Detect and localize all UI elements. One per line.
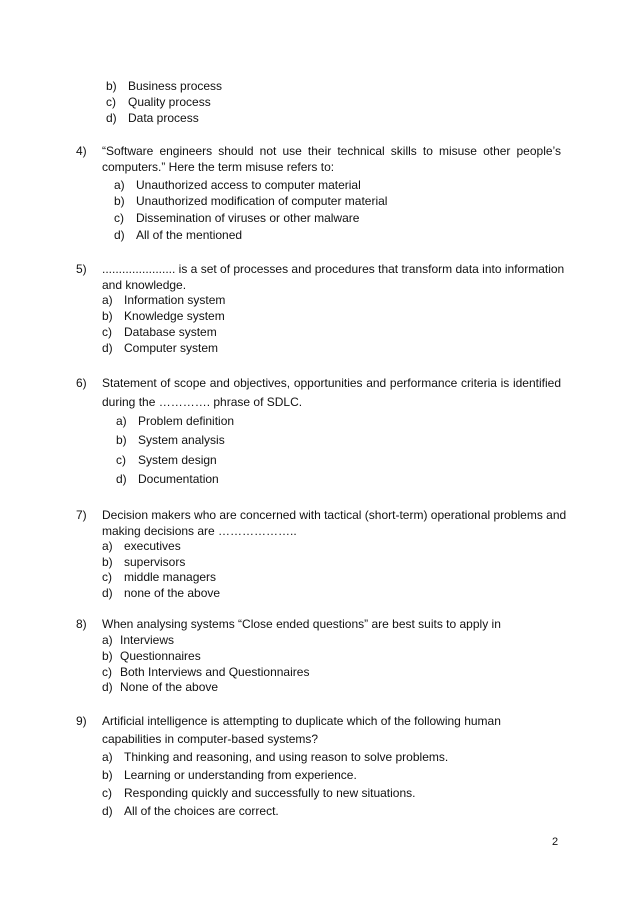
question-text: Decision makers who are concerned with tactical (short-term) operational problems and [102, 508, 567, 522]
option-text: Unauthorized modification of computer material [136, 194, 388, 208]
option-text: executives [124, 539, 181, 553]
list-item [102, 539, 181, 553]
list-item [114, 194, 387, 208]
option-text: Thinking and reasoning, and using reason to solve problems. [124, 750, 449, 764]
list-item [102, 750, 448, 764]
question-text: making decisions are ……………….. [102, 524, 297, 538]
option-letter: c) [102, 325, 112, 339]
option-letter: a) [102, 539, 113, 553]
list-item [102, 570, 216, 584]
list-item [116, 453, 217, 467]
list-item [116, 414, 234, 428]
option-letter: d) [116, 472, 127, 486]
option-letter: b) [102, 555, 113, 569]
option-text: Learning or understanding from experience. [124, 768, 357, 782]
question-text: Artificial intelligence is attempting to duplicate which of the following human [102, 714, 501, 728]
option-letter: c) [102, 665, 112, 679]
option-text: Questionnaires [120, 649, 201, 663]
list-item [102, 768, 357, 782]
list-item [102, 309, 225, 323]
option-text: Problem definition [138, 414, 235, 428]
question-text: capabilities in computer-based systems? [102, 732, 319, 746]
option-text: Both Interviews and Questionnaires [120, 665, 310, 679]
option-letter: b) [106, 79, 117, 93]
list-item [102, 786, 416, 800]
list-item [106, 95, 211, 109]
question-number: 8) [76, 617, 87, 631]
question-number: 6) [76, 376, 87, 390]
option-letter: a) [114, 178, 125, 192]
question-text: during the …………. phrase of SDLC. [102, 395, 303, 409]
option-text: middle managers [124, 570, 217, 584]
option-text: none of the above [124, 586, 221, 600]
question-text: Statement of scope and objectives, opportunities and performance criteria is identified [102, 376, 561, 390]
list-item [102, 341, 218, 355]
question-text: computers.” Here the term misuse refers to: [102, 160, 335, 174]
list-item [116, 472, 219, 486]
list-item [102, 293, 225, 307]
option-text: Business process [128, 79, 223, 93]
question-number: 5) [76, 262, 87, 276]
option-text: Information system [124, 293, 226, 307]
option-text: Database system [124, 325, 217, 339]
option-text: Quality process [128, 95, 211, 109]
option-letter: d) [102, 804, 113, 818]
question-text: and knowledge. [102, 278, 187, 292]
list-item [114, 178, 361, 192]
option-letter: b) [114, 194, 125, 208]
option-text: System analysis [138, 433, 225, 447]
question-text: When analysing systems “Close ended questions” are best suits to apply in [102, 617, 501, 631]
option-letter: d) [102, 586, 113, 600]
list-item [106, 79, 222, 93]
list-item [102, 325, 217, 339]
option-text: Computer system [124, 341, 219, 355]
page-number: 2 [552, 836, 559, 848]
option-letter: d) [114, 228, 125, 242]
question-text: ...................... is a set of processes and procedures that transform data into information [102, 262, 565, 276]
option-letter: c) [114, 211, 124, 225]
option-text: Interviews [120, 633, 175, 647]
option-letter: d) [102, 680, 113, 694]
question-number: 9) [76, 714, 87, 728]
option-text: None of the above [120, 680, 219, 694]
list-item [102, 649, 201, 663]
option-letter: c) [102, 786, 112, 800]
option-text: All of the mentioned [136, 228, 243, 242]
option-letter: d) [106, 111, 117, 125]
option-letter: c) [102, 570, 112, 584]
option-letter: a) [102, 633, 113, 647]
list-item [102, 665, 309, 679]
option-text: Data process [128, 111, 199, 125]
option-text: All of the choices are correct. [124, 804, 279, 818]
question-number: 4) [76, 144, 87, 158]
list-item [116, 433, 225, 447]
list-item [102, 680, 218, 694]
option-text: System design [138, 453, 217, 467]
option-letter: b) [102, 649, 113, 663]
option-letter: b) [102, 768, 113, 782]
list-item [102, 555, 185, 569]
option-letter: c) [116, 453, 126, 467]
list-item [102, 804, 279, 818]
option-letter: c) [106, 95, 116, 109]
option-text: Documentation [138, 472, 219, 486]
option-text: Responding quickly and successfully to new situations. [124, 786, 416, 800]
option-text: Dissemination of viruses or other malware [136, 211, 360, 225]
option-letter: a) [116, 414, 127, 428]
option-letter: a) [102, 293, 113, 307]
option-letter: d) [102, 341, 113, 355]
list-item [114, 228, 242, 242]
list-item [102, 586, 220, 600]
question-number: 7) [76, 508, 87, 522]
option-text: Unauthorized access to computer material [136, 178, 361, 192]
option-letter: a) [102, 750, 113, 764]
option-text: Knowledge system [124, 309, 225, 323]
list-item [114, 211, 359, 225]
option-text: supervisors [124, 555, 186, 569]
option-letter: b) [116, 433, 127, 447]
question-text: “Software engineers should not use their technical skills to misuse other people’s [102, 144, 561, 158]
list-item [102, 633, 174, 647]
list-item [106, 111, 199, 125]
option-letter: b) [102, 309, 113, 323]
